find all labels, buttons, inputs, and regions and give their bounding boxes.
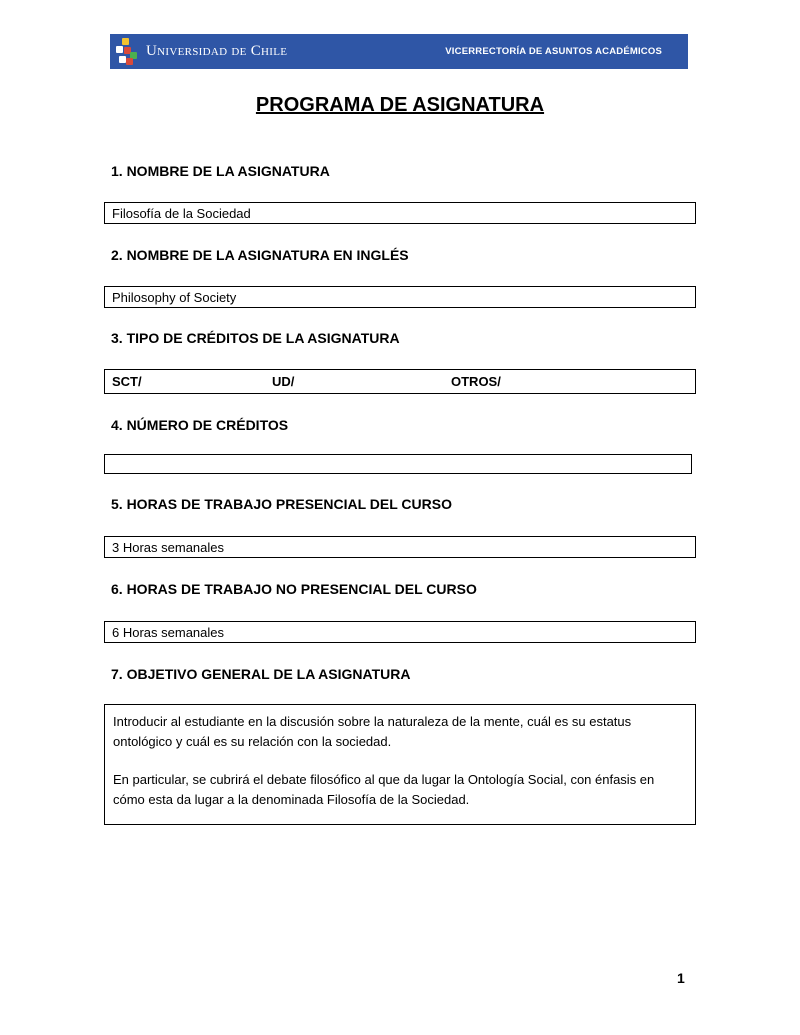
header-banner xyxy=(110,34,688,69)
credit-type-field xyxy=(104,369,696,394)
remote-hours-field xyxy=(104,621,696,643)
page-number: 1 xyxy=(677,970,685,986)
remote-hours-value: 6 Horas semanales xyxy=(112,624,224,640)
section-5-heading: 5. HORAS DE TRABAJO PRESENCIAL DEL CURSO xyxy=(111,496,452,512)
credit-type-sct: SCT/ xyxy=(112,374,142,389)
in-person-hours-field xyxy=(104,536,696,558)
credit-type-otros: OTROS/ xyxy=(451,374,501,389)
section-1-heading: 1. NOMBRE DE LA ASIGNATURA xyxy=(111,163,330,179)
university-logo-icon xyxy=(116,38,138,66)
section-2-heading: 2. NOMBRE DE LA ASIGNATURA EN INGLÉS xyxy=(111,247,409,263)
in-person-hours-value: 3 Horas semanales xyxy=(112,539,224,555)
page-title: PROGRAMA DE ASIGNATURA xyxy=(255,94,545,116)
section-3-heading: 3. TIPO DE CRÉDITOS DE LA ASIGNATURA xyxy=(111,330,400,346)
course-name-field xyxy=(104,202,696,224)
section-7-heading: 7. OBJETIVO GENERAL DE LA ASIGNATURA xyxy=(111,666,411,682)
vicerrectoria-label: VICERRECTORÍA DE ASUNTOS ACADÉMICOS xyxy=(445,46,662,57)
section-4-heading: 4. NÚMERO DE CRÉDITOS xyxy=(111,417,289,433)
objective-paragraph-2: En particular, se cubrirá el debate filosófico al que da lugar la Ontología Social, con énfasis en cómo esta da lugar a la denominada Filosofía de la Sociedad. xyxy=(113,772,655,807)
credit-type-ud: UD/ xyxy=(272,374,295,389)
section-6-heading: 6. HORAS DE TRABAJO NO PRESENCIAL DEL CURSO xyxy=(111,581,477,597)
university-name: Universidad de Chile xyxy=(146,43,288,59)
course-name-english-field xyxy=(104,286,696,308)
objective-field xyxy=(104,704,696,825)
course-name-english-value: Philosophy of Society xyxy=(112,289,237,305)
credit-number-field xyxy=(104,454,692,474)
objective-paragraph-1: Introducir al estudiante en la discusión sobre la naturaleza de la mente, cuál es su estatus ontológico y cuál es su relación con la sociedad. xyxy=(113,714,632,749)
course-name-value: Filosofía de la Sociedad xyxy=(112,205,251,221)
